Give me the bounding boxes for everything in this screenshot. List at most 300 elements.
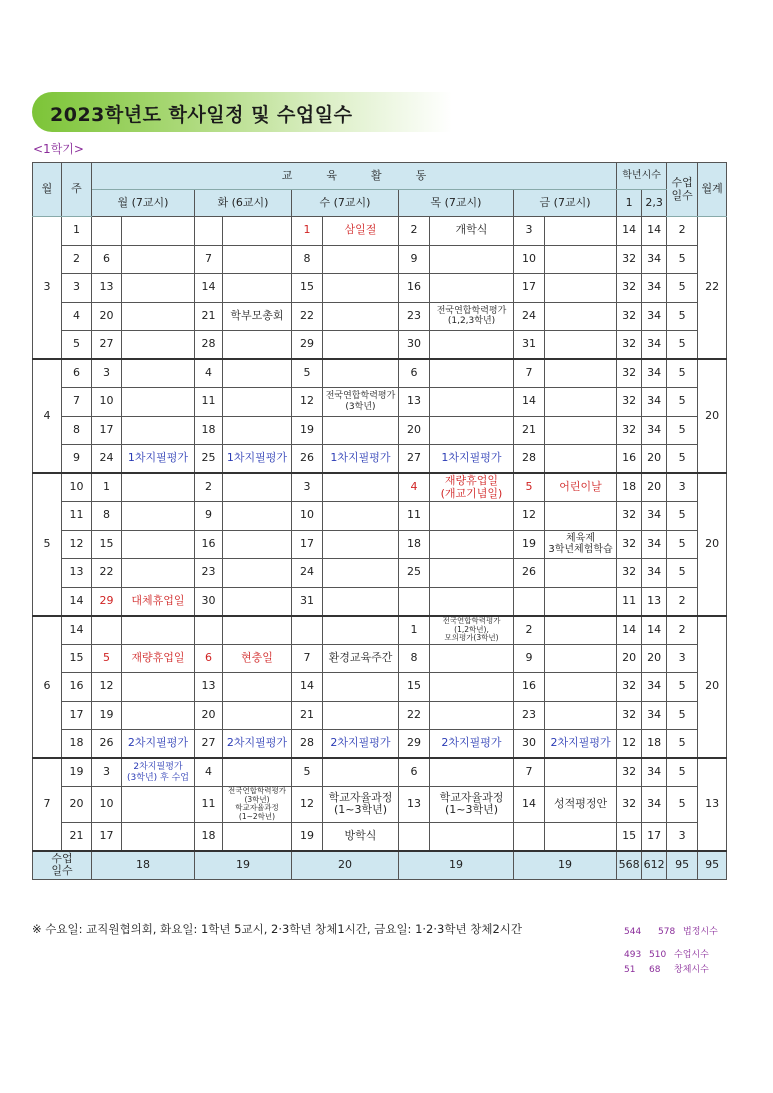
tally-row [624, 962, 709, 975]
hours-cell: 20 [642, 473, 667, 502]
event-cell: 2차지필평가 [122, 730, 195, 759]
hours-cell: 20 [617, 644, 642, 673]
date-cell: 13 [195, 673, 223, 702]
event-cell [430, 644, 514, 673]
date-cell: 29 [399, 730, 430, 759]
date-cell: 9 [195, 502, 223, 531]
date-cell [399, 587, 430, 616]
week-cell: 14 [62, 616, 92, 645]
date-cell: 22 [292, 302, 323, 331]
tally-value: 68 [649, 965, 661, 975]
event-cell [122, 416, 195, 445]
week-cell: 3 [62, 274, 92, 303]
date-cell: 7 [514, 758, 545, 787]
class-days-cell: 5 [667, 302, 698, 331]
class-days-cell: 2 [667, 616, 698, 645]
hours-cell: 13 [642, 587, 667, 616]
date-cell: 31 [292, 587, 323, 616]
header-grade-hours: 학년시수 [617, 163, 667, 190]
event-cell [223, 616, 292, 645]
date-cell: 28 [292, 730, 323, 759]
date-cell: 23 [514, 701, 545, 730]
class-days-cell: 5 [667, 530, 698, 559]
event-cell [545, 245, 617, 274]
date-cell: 5 [92, 644, 122, 673]
event-cell [122, 245, 195, 274]
date-cell: 27 [195, 730, 223, 759]
event-cell [122, 616, 195, 645]
header-mon: 월 (7교시) [92, 190, 195, 217]
month-cell: 3 [33, 217, 62, 360]
event-cell [430, 502, 514, 531]
date-cell: 17 [92, 822, 122, 851]
event-cell [223, 758, 292, 787]
class-days-cell: 5 [667, 730, 698, 759]
hours-cell: 32 [617, 302, 642, 331]
event-cell: 학교자율과정 (1~3학년) [430, 787, 514, 823]
event-cell [323, 758, 399, 787]
event-cell [545, 416, 617, 445]
event-cell [223, 701, 292, 730]
hours-cell: 32 [617, 245, 642, 274]
date-cell: 14 [195, 274, 223, 303]
date-cell: 21 [292, 701, 323, 730]
table-row [33, 473, 727, 502]
event-cell [122, 559, 195, 588]
date-cell: 10 [92, 787, 122, 823]
event-cell [223, 502, 292, 531]
event-cell [323, 359, 399, 388]
event-cell: 재량휴업일 (개교기념일) [430, 473, 514, 502]
hours-cell: 32 [617, 502, 642, 531]
date-cell: 3 [92, 359, 122, 388]
header-class-days: 수업 일수 [667, 163, 698, 217]
date-cell: 24 [292, 559, 323, 588]
date-cell: 14 [514, 388, 545, 417]
date-cell: 4 [195, 359, 223, 388]
event-cell [223, 217, 292, 246]
event-cell: 1차지필평가 [430, 445, 514, 474]
date-cell: 14 [514, 787, 545, 823]
class-days-cell: 5 [667, 359, 698, 388]
class-days-cell: 5 [667, 445, 698, 474]
date-cell: 19 [92, 701, 122, 730]
month-cell: 4 [33, 359, 62, 473]
header-grade23: 2,3 [642, 190, 667, 217]
date-cell: 12 [514, 502, 545, 531]
event-cell: 어린이날 [545, 473, 617, 502]
hours-cell: 16 [617, 445, 642, 474]
hours-cell: 14 [617, 616, 642, 645]
date-cell: 8 [292, 245, 323, 274]
date-cell: 26 [292, 445, 323, 474]
month-cell: 5 [33, 473, 62, 616]
event-cell [545, 388, 617, 417]
table-row [33, 730, 727, 759]
class-days-cell: 2 [667, 217, 698, 246]
month-cell: 7 [33, 758, 62, 851]
monthly-total-cell: 20 [698, 616, 727, 759]
date-cell: 29 [92, 587, 122, 616]
footer-days: 95 [667, 851, 698, 880]
header-thu: 목 (7교시) [399, 190, 514, 217]
class-days-cell: 5 [667, 559, 698, 588]
page-title: 2023학년도 학사일정 및 수업일수 [50, 104, 353, 126]
event-cell [122, 473, 195, 502]
date-cell: 6 [195, 644, 223, 673]
date-cell: 22 [399, 701, 430, 730]
event-cell [430, 331, 514, 360]
event-cell [430, 388, 514, 417]
event-cell [545, 559, 617, 588]
date-cell: 19 [514, 530, 545, 559]
date-cell: 6 [399, 758, 430, 787]
event-cell [545, 701, 617, 730]
event-cell: 전국연합학력평가 (3학년) [323, 388, 399, 417]
hours-cell: 32 [617, 559, 642, 588]
event-cell [223, 274, 292, 303]
week-cell: 17 [62, 701, 92, 730]
week-cell: 18 [62, 730, 92, 759]
footer-mon: 18 [92, 851, 195, 880]
date-cell: 13 [92, 274, 122, 303]
schedule-table [32, 162, 727, 880]
date-cell: 3 [292, 473, 323, 502]
event-cell [323, 587, 399, 616]
date-cell: 25 [399, 559, 430, 588]
date-cell: 11 [195, 388, 223, 417]
week-cell: 19 [62, 758, 92, 787]
event-cell [323, 502, 399, 531]
event-cell [545, 217, 617, 246]
event-cell [223, 559, 292, 588]
hours-cell: 34 [642, 274, 667, 303]
event-cell [223, 331, 292, 360]
date-cell: 2 [195, 473, 223, 502]
hours-cell: 17 [642, 822, 667, 851]
hours-cell: 32 [617, 388, 642, 417]
hours-cell: 12 [617, 730, 642, 759]
event-cell [545, 673, 617, 702]
event-cell [545, 502, 617, 531]
date-cell: 26 [92, 730, 122, 759]
week-cell: 16 [62, 673, 92, 702]
event-cell [223, 673, 292, 702]
hours-cell: 14 [642, 616, 667, 645]
date-cell: 4 [399, 473, 430, 502]
date-cell: 27 [92, 331, 122, 360]
date-cell [195, 217, 223, 246]
date-cell [92, 616, 122, 645]
monthly-total-cell: 22 [698, 217, 727, 360]
event-cell [122, 787, 195, 823]
tally-value: 544 [624, 927, 642, 937]
event-cell: 전국연합학력평가 (1,2,3학년) [430, 302, 514, 331]
date-cell: 2 [514, 616, 545, 645]
date-cell: 6 [92, 245, 122, 274]
hours-cell: 32 [617, 701, 642, 730]
hours-cell: 32 [617, 359, 642, 388]
event-cell: 방학식 [323, 822, 399, 851]
class-days-cell: 5 [667, 388, 698, 417]
footnote: ※ 수요일: 교직원협의회, 화요일: 1학년 5교시, 2·3학년 창체1시간, 금요일: 1·2·3학년 창체2시간 [32, 922, 522, 936]
date-cell: 8 [399, 644, 430, 673]
week-cell: 11 [62, 502, 92, 531]
event-cell [545, 331, 617, 360]
event-cell [430, 530, 514, 559]
table-row [33, 758, 727, 787]
date-cell: 11 [399, 502, 430, 531]
monthly-total-cell: 20 [698, 359, 727, 473]
date-cell: 1 [92, 473, 122, 502]
hours-cell: 32 [617, 758, 642, 787]
hours-cell: 18 [617, 473, 642, 502]
date-cell: 16 [399, 274, 430, 303]
date-cell: 18 [195, 822, 223, 851]
event-cell: 1차지필평가 [323, 445, 399, 474]
event-cell [223, 822, 292, 851]
table-row [33, 217, 727, 246]
event-cell [122, 274, 195, 303]
hours-cell: 18 [642, 730, 667, 759]
class-days-cell: 5 [667, 245, 698, 274]
date-cell: 7 [514, 359, 545, 388]
event-cell [430, 359, 514, 388]
tally-label: 법정시수 [683, 927, 718, 937]
date-cell: 29 [292, 331, 323, 360]
table-row [33, 822, 727, 851]
tally-label: 창체시수 [674, 965, 709, 975]
date-cell: 16 [195, 530, 223, 559]
monthly-total-cell: 20 [698, 473, 727, 616]
event-cell [122, 331, 195, 360]
class-days-cell: 3 [667, 822, 698, 851]
event-cell [323, 559, 399, 588]
hours-cell: 34 [642, 701, 667, 730]
tally-row [624, 924, 718, 937]
table-row [33, 359, 727, 388]
date-cell: 17 [514, 274, 545, 303]
event-cell [545, 274, 617, 303]
event-cell: 2차지필평가 [223, 730, 292, 759]
event-cell: 개학식 [430, 217, 514, 246]
hours-cell: 32 [617, 416, 642, 445]
header-tue: 화 (6교시) [195, 190, 292, 217]
date-cell [195, 616, 223, 645]
table-row [33, 644, 727, 673]
hours-cell: 34 [642, 359, 667, 388]
date-cell: 1 [399, 616, 430, 645]
date-cell: 23 [399, 302, 430, 331]
date-cell: 10 [92, 388, 122, 417]
date-cell: 27 [399, 445, 430, 474]
date-cell: 15 [292, 274, 323, 303]
week-cell: 7 [62, 388, 92, 417]
date-cell: 10 [292, 502, 323, 531]
date-cell: 2 [399, 217, 430, 246]
event-cell [545, 302, 617, 331]
class-days-cell: 5 [667, 331, 698, 360]
month-cell: 6 [33, 616, 62, 759]
hours-cell: 32 [617, 331, 642, 360]
date-cell: 15 [399, 673, 430, 702]
tally-value: 510 [649, 950, 667, 960]
date-cell: 14 [292, 673, 323, 702]
date-cell: 5 [292, 359, 323, 388]
date-cell: 3 [92, 758, 122, 787]
event-cell: 학부모총회 [223, 302, 292, 331]
event-cell [323, 530, 399, 559]
event-cell: 2차지필평가 (3학년) 후 수업 [122, 758, 195, 787]
event-cell [545, 644, 617, 673]
class-days-cell: 5 [667, 787, 698, 823]
table-row [33, 274, 727, 303]
event-cell [223, 587, 292, 616]
event-cell [122, 388, 195, 417]
event-cell [122, 502, 195, 531]
date-cell: 1 [292, 217, 323, 246]
event-cell [323, 331, 399, 360]
hours-cell: 20 [642, 644, 667, 673]
event-cell [223, 530, 292, 559]
date-cell: 25 [195, 445, 223, 474]
week-cell: 14 [62, 587, 92, 616]
class-days-cell: 2 [667, 587, 698, 616]
class-days-cell: 5 [667, 502, 698, 531]
header-fri: 금 (7교시) [514, 190, 617, 217]
event-cell [122, 673, 195, 702]
event-cell [430, 245, 514, 274]
event-cell [430, 559, 514, 588]
table-row [33, 331, 727, 360]
table-row [33, 701, 727, 730]
event-cell [545, 359, 617, 388]
date-cell: 20 [92, 302, 122, 331]
event-cell [122, 359, 195, 388]
table-row [33, 616, 727, 645]
week-cell: 6 [62, 359, 92, 388]
date-cell: 11 [195, 787, 223, 823]
hours-cell: 32 [617, 530, 642, 559]
week-cell: 15 [62, 644, 92, 673]
week-cell: 4 [62, 302, 92, 331]
footer-fri: 19 [514, 851, 617, 880]
date-cell [514, 587, 545, 616]
hours-cell: 32 [617, 673, 642, 702]
hours-cell: 32 [617, 787, 642, 823]
date-cell: 9 [399, 245, 430, 274]
date-cell: 13 [399, 787, 430, 823]
header-wed: 수 (7교시) [292, 190, 399, 217]
table-row [33, 302, 727, 331]
semester-label: <1학기> [33, 142, 84, 156]
date-cell: 21 [514, 416, 545, 445]
footer-h1: 568 [617, 851, 642, 880]
event-cell: 전국연합학력평가 (3학년) 학교자율과정 (1~2학년) [223, 787, 292, 823]
event-cell: 대체휴업일 [122, 587, 195, 616]
date-cell: 12 [292, 787, 323, 823]
footer-thu: 19 [399, 851, 514, 880]
footer-h23: 612 [642, 851, 667, 880]
event-cell: 삼일절 [323, 217, 399, 246]
class-days-cell: 5 [667, 673, 698, 702]
date-cell: 15 [92, 530, 122, 559]
date-cell: 4 [195, 758, 223, 787]
event-cell: 2차지필평가 [545, 730, 617, 759]
date-cell: 20 [195, 701, 223, 730]
date-cell: 12 [92, 673, 122, 702]
hours-cell: 34 [642, 530, 667, 559]
hours-cell: 15 [617, 822, 642, 851]
event-cell [223, 416, 292, 445]
date-cell: 7 [195, 245, 223, 274]
week-cell: 21 [62, 822, 92, 851]
event-cell: 전국연합학력평가 (1,2학년), 모의평가(3학년) [430, 616, 514, 645]
hours-cell: 34 [642, 388, 667, 417]
monthly-total-cell: 13 [698, 758, 727, 851]
header-month: 월 [33, 163, 62, 217]
date-cell: 28 [514, 445, 545, 474]
event-cell [223, 388, 292, 417]
event-cell [122, 701, 195, 730]
class-days-cell: 5 [667, 416, 698, 445]
date-cell: 9 [514, 644, 545, 673]
tally-value: 578 [658, 927, 676, 937]
event-cell [545, 587, 617, 616]
event-cell: 현충일 [223, 644, 292, 673]
date-cell: 5 [292, 758, 323, 787]
hours-cell: 34 [642, 416, 667, 445]
event-cell [430, 758, 514, 787]
footer-label: 수업 일수 [33, 851, 92, 880]
hours-cell: 32 [617, 274, 642, 303]
tally-value: 493 [624, 950, 642, 960]
date-cell: 17 [292, 530, 323, 559]
class-days-cell: 3 [667, 473, 698, 502]
class-days-cell: 3 [667, 644, 698, 673]
tally-value: 51 [624, 965, 636, 975]
header-grade1: 1 [617, 190, 642, 217]
event-cell [430, 822, 514, 851]
event-cell [122, 217, 195, 246]
event-cell [430, 701, 514, 730]
date-cell: 17 [92, 416, 122, 445]
week-cell: 1 [62, 217, 92, 246]
event-cell [323, 701, 399, 730]
date-cell [514, 822, 545, 851]
event-cell: 2차지필평가 [430, 730, 514, 759]
week-cell: 20 [62, 787, 92, 823]
date-cell [292, 616, 323, 645]
date-cell: 23 [195, 559, 223, 588]
event-cell [545, 758, 617, 787]
date-cell: 30 [514, 730, 545, 759]
table-row [33, 388, 727, 417]
event-cell [323, 245, 399, 274]
date-cell: 3 [514, 217, 545, 246]
class-days-cell: 5 [667, 274, 698, 303]
header-activity: 교육활동 [92, 163, 617, 190]
hours-cell: 34 [642, 787, 667, 823]
table-row [33, 530, 727, 559]
table-row [33, 245, 727, 274]
table-row [33, 416, 727, 445]
date-cell: 30 [195, 587, 223, 616]
week-cell: 2 [62, 245, 92, 274]
event-cell [122, 302, 195, 331]
hours-cell: 34 [642, 502, 667, 531]
event-cell [430, 274, 514, 303]
